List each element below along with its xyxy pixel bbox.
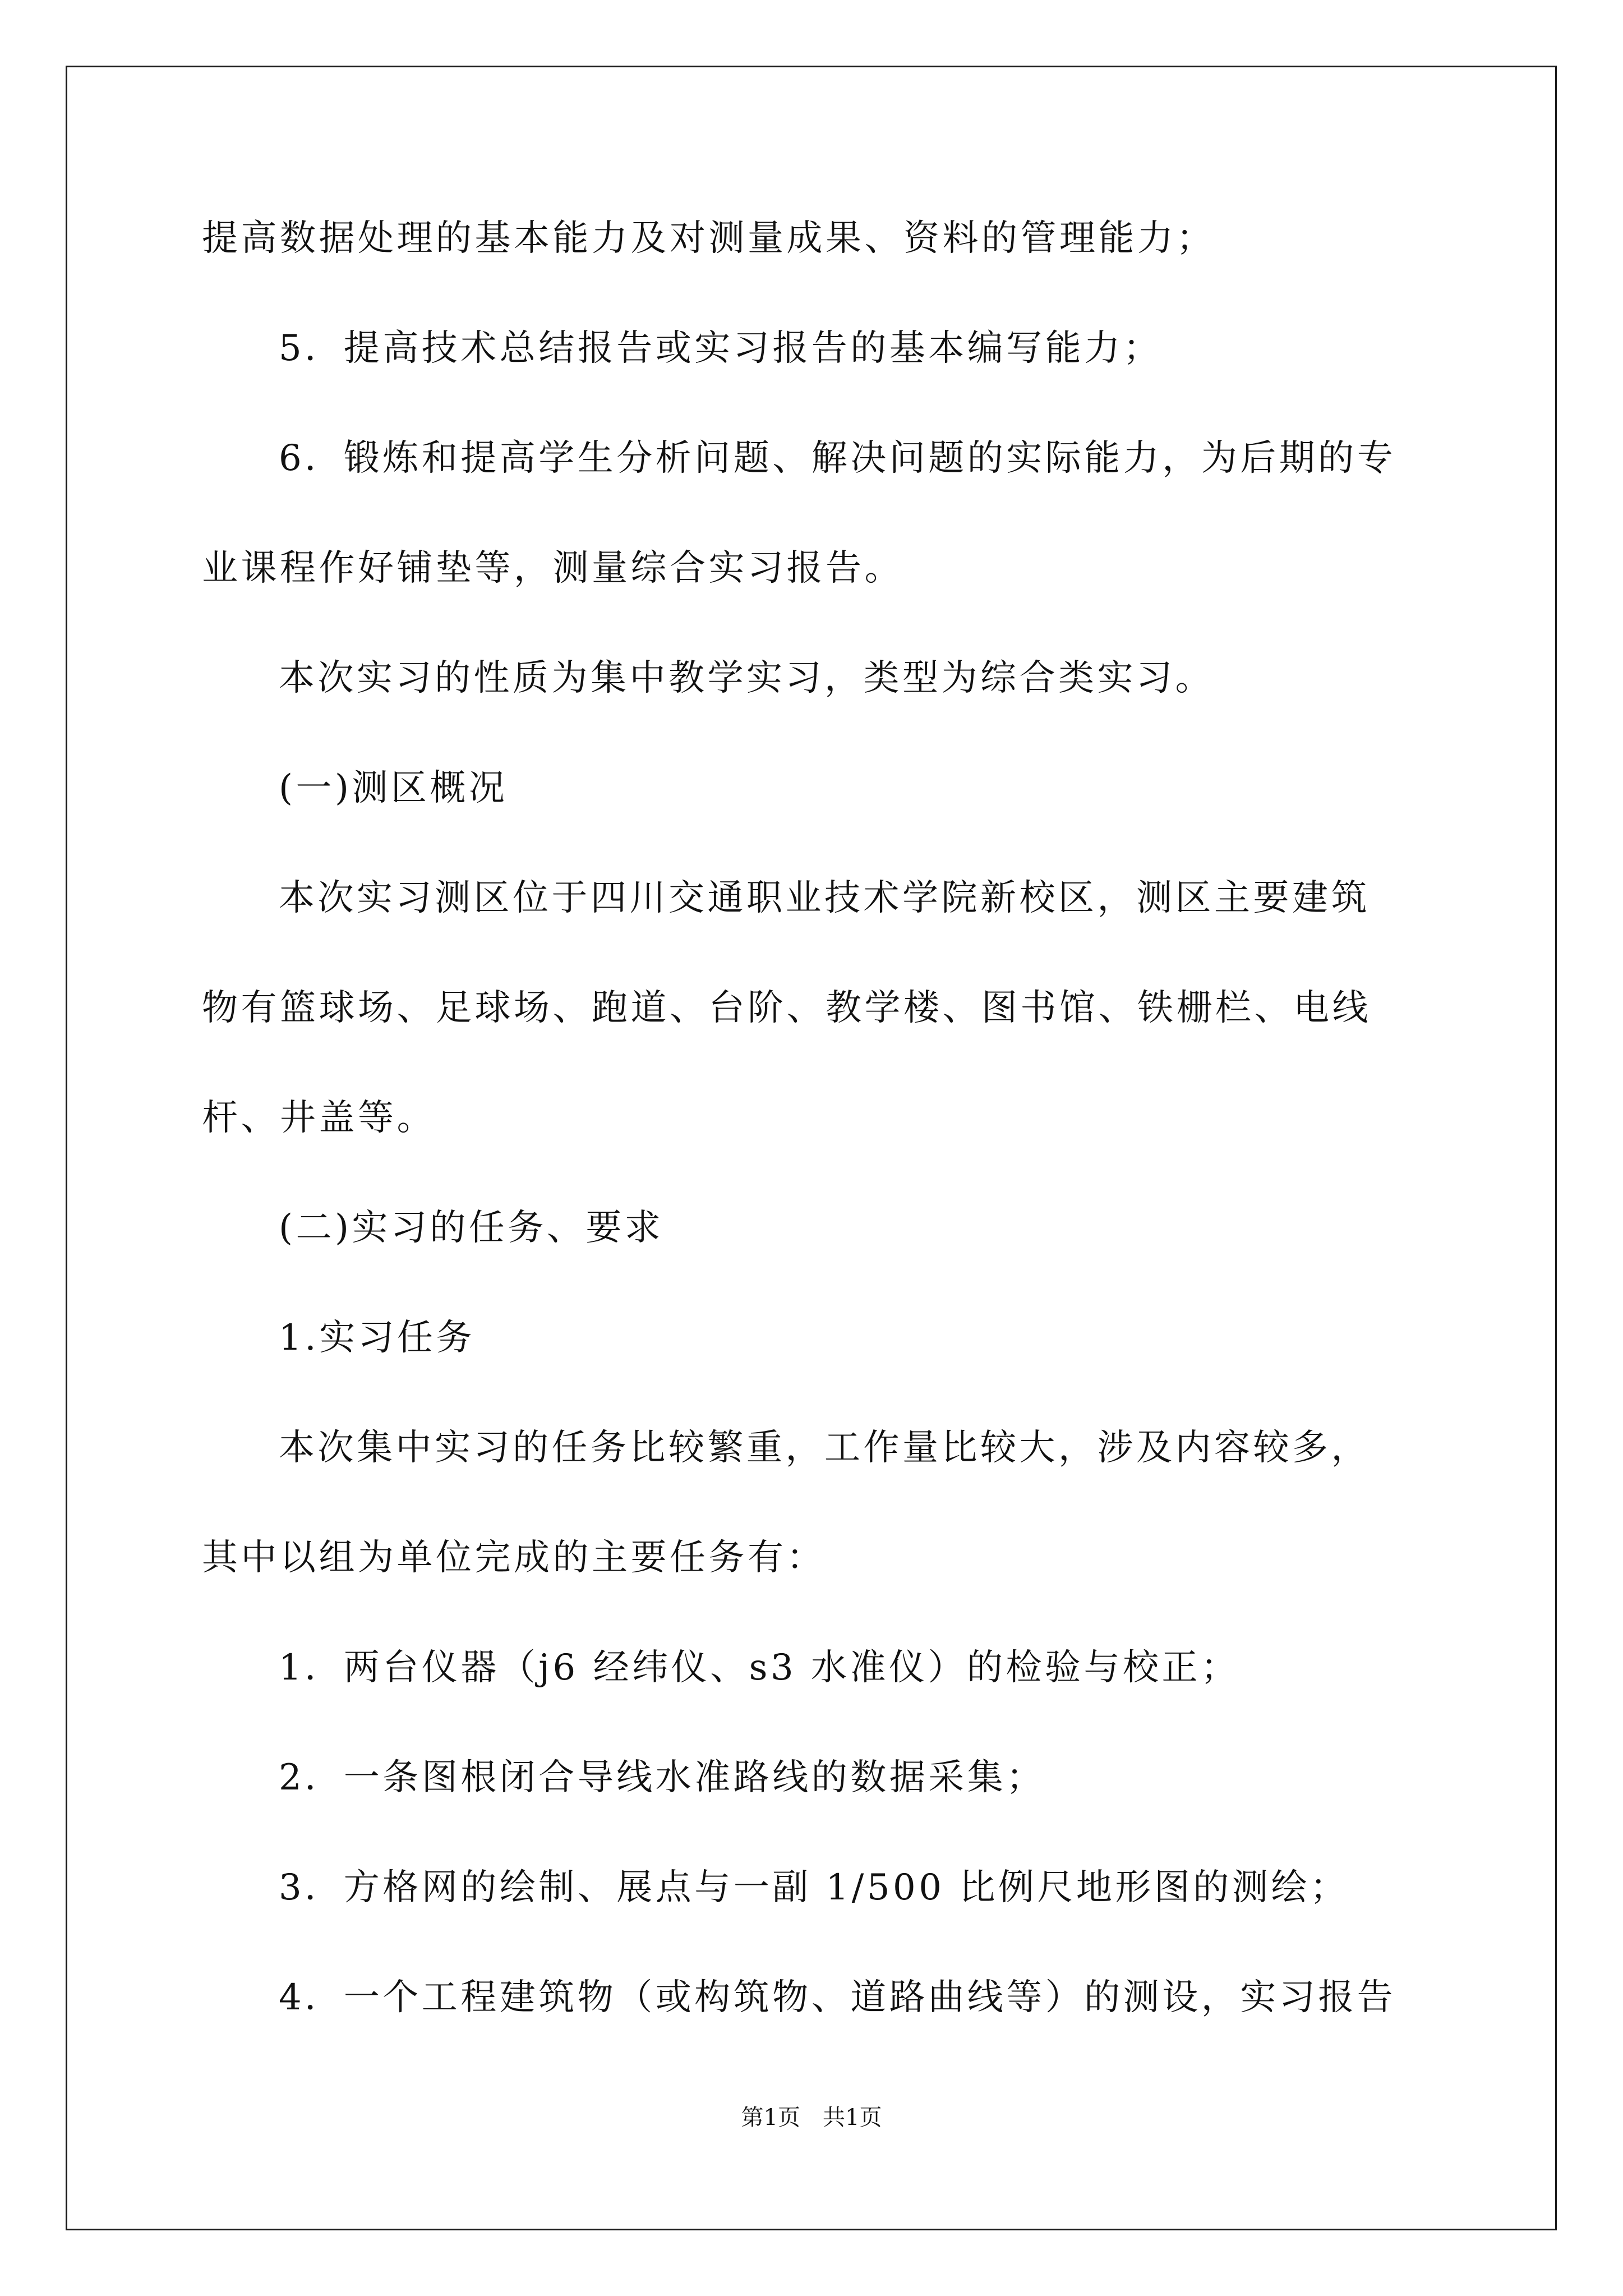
- text-line: 5．提高技术总结报告或实习报告的基本编写能力；: [279, 328, 1163, 369]
- text-line: 6．锻炼和提高学生分析问题、解决问题的实际能力，为后期的专: [279, 438, 1396, 479]
- text-line: 提高数据处理的基本能力及对测量成果、资料的管理能力；: [202, 218, 1215, 259]
- text-line: 其中以组为单位完成的主要任务有：: [202, 1537, 826, 1579]
- section-heading: (二)实习的任务、要求: [279, 1207, 664, 1249]
- list-item: 4．一个工程建筑物（或构筑物、道路曲线等）的测设，实习报告: [279, 1977, 1396, 2018]
- list-item: 3．方格网的绘制、展点与一副 1/500 比例尺地形图的测绘；: [279, 1867, 1349, 1908]
- text-line: 业课程作好铺垫等，测量综合实习报告。: [202, 547, 903, 589]
- section-heading: (一)测区概况: [279, 767, 508, 809]
- text-line: 杆、井盖等。: [202, 1097, 436, 1139]
- list-item: 1．两台仪器（j6 经纬仪、s3 水准仪）的检验与校正；: [279, 1647, 1240, 1688]
- list-item: 2．一条图根闭合导线水准路线的数据采集；: [279, 1757, 1045, 1798]
- text-line: 本次实习测区位于四川交通职业技术学院新校区，测区主要建筑: [279, 877, 1370, 919]
- text-line: 本次集中实习的任务比较繁重，工作量比较大，涉及内容较多，: [279, 1427, 1370, 1469]
- text-line: 本次实习的性质为集中教学实习，类型为综合类实习。: [279, 657, 1214, 699]
- page-footer: 第1页 共1页: [741, 2105, 882, 2131]
- subsection-heading: 1.实习任务: [279, 1317, 476, 1359]
- text-line: 物有篮球场、足球场、跑道、台阶、教学楼、图书馆、铁栅栏、电线: [202, 987, 1371, 1029]
